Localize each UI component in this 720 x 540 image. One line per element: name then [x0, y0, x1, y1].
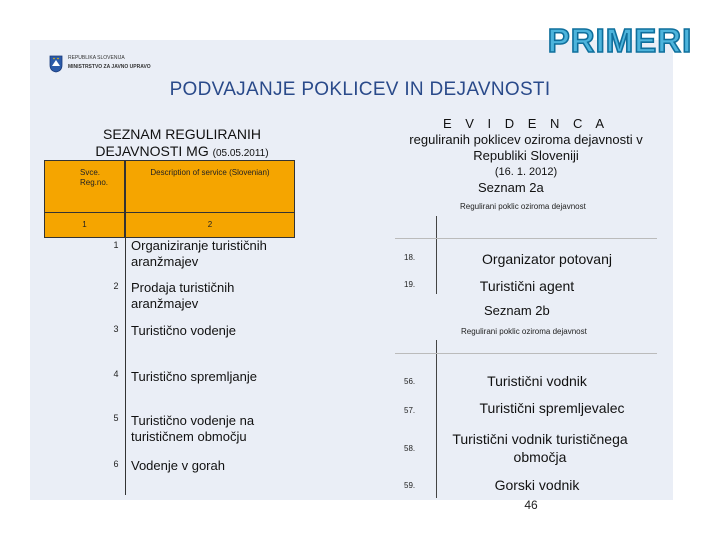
- ministry-logo: [49, 55, 169, 81]
- page-number: 46: [524, 498, 538, 512]
- page-title: PODVAJANJE POKLICEV IN DEJAVNOSTI: [169, 79, 551, 100]
- list-a-label: Regulirani poklic oziroma dejavnost: [460, 202, 586, 211]
- col2-index-text: 2: [207, 220, 213, 229]
- list-b-number: 56.: [404, 377, 416, 386]
- list-item-number: 3: [113, 324, 119, 334]
- primeri-logo: [547, 18, 693, 60]
- list-b-number: 59.: [404, 481, 416, 490]
- list-b-item: Turistični vodnik: [487, 373, 587, 389]
- left-heading: [62, 126, 302, 162]
- list-item: Prodaja turističnih aranžmajev: [131, 280, 235, 311]
- list-item-number: 5: [113, 413, 119, 423]
- left-heading-date: (05.05.2011): [212, 148, 269, 159]
- list-item-number: 6: [113, 459, 119, 469]
- list-a-title: Seznam 2a: [478, 180, 544, 195]
- list-b-number: 57.: [404, 406, 416, 415]
- list-b-item: Turistični vodnik turističnega območja: [452, 431, 628, 465]
- col2-header-text: Description of service (Slovenian): [150, 168, 270, 177]
- list-item: Organiziranje turističnih aranžmajev: [131, 238, 267, 269]
- left-heading-main: SEZNAM REGULIRANIH DEJAVNOSTI MG: [95, 126, 261, 159]
- list-a-item: Organizator potovanj: [482, 251, 612, 267]
- list-b-item: Turistični spremljevalec: [479, 400, 625, 416]
- list-item: Turistično vodenje na turističnem območju: [131, 413, 255, 444]
- list-a-number: 18.: [404, 253, 416, 262]
- primeri-logo-text: PRIMERI: [547, 22, 693, 59]
- list-a-divider: [436, 216, 437, 294]
- list-b-item: Gorski vodnik: [494, 477, 580, 493]
- right-heading-line1: E V I D E N C A: [442, 116, 610, 131]
- col1-index-text: 1: [82, 220, 87, 229]
- ministry-line1: REPUBLIKA SLOVENIJA: [68, 55, 125, 61]
- list-b-number: 58.: [404, 444, 416, 453]
- left-list-divider: [125, 238, 126, 495]
- list-b-label: Regulirani poklic oziroma dejavnost: [461, 327, 587, 336]
- list-item-number: 4: [113, 369, 119, 379]
- list-a-item: Turistični agent: [479, 278, 575, 294]
- right-heading-line2: reguliranih poklicev oziroma dejavnosti v Republiki Sloveniji: [409, 132, 643, 163]
- list-item-number: 1: [113, 240, 119, 250]
- list-item-number: 2: [113, 281, 119, 291]
- list-b-rule: [395, 353, 657, 354]
- list-b-title: Seznam 2b: [484, 303, 550, 318]
- list-item: Vodenje v gorah: [131, 458, 225, 473]
- right-heading: [395, 116, 657, 180]
- right-heading-date: (16. 1. 2012): [494, 166, 558, 178]
- col1-header-text: Svce. Reg.no.: [80, 168, 109, 187]
- list-a-rule: [395, 238, 657, 239]
- list-item: Turistično vodenje: [131, 323, 237, 338]
- list-item: Turistično spremljanje: [131, 369, 257, 384]
- coat-of-arms-icon: [49, 55, 63, 73]
- ministry-line2: MINISTRSTVO ZA JAVNO UPRAVO: [68, 64, 151, 70]
- list-b-divider: [436, 340, 437, 498]
- list-a-number: 19.: [404, 280, 416, 289]
